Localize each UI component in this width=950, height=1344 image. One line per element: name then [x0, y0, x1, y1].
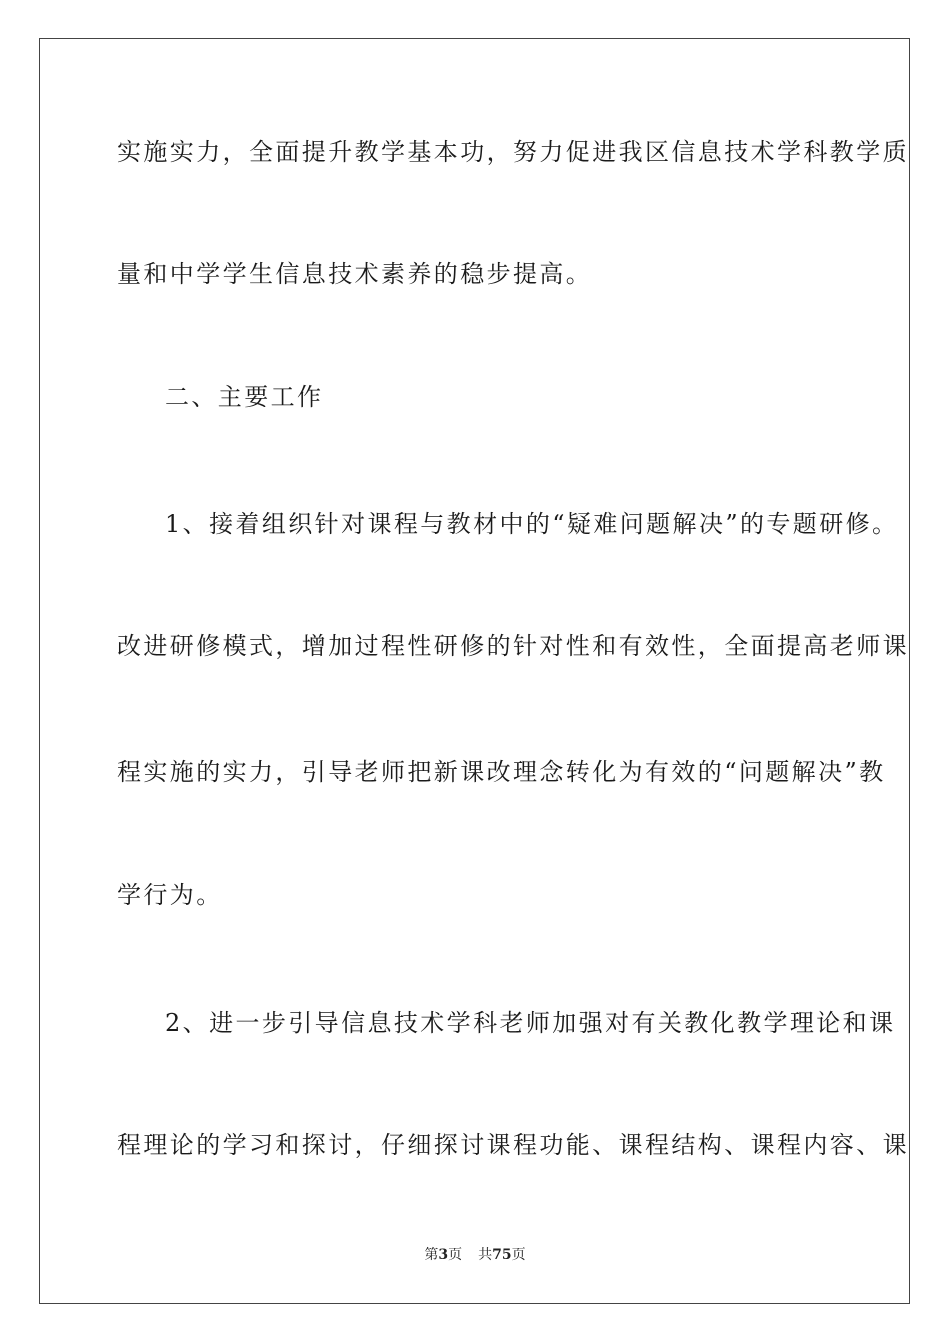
footer-total-suffix: 页: [511, 1247, 526, 1263]
paragraph-line-8: 2、进一步引导信息技术学科老师加强对有关教化教学理论和课: [165, 1009, 896, 1037]
footer-page-prefix: 第: [424, 1247, 439, 1263]
paragraph-line-1: 实施实力，全面提升教学基本功，努力促进我区信息技术学科教学质: [117, 138, 909, 166]
page-border: [39, 38, 910, 1304]
footer-page-suffix: 页: [448, 1247, 463, 1263]
footer-total-prefix: 共: [478, 1247, 493, 1263]
footer-total-pages: 75: [492, 1247, 512, 1263]
paragraph-line-2: 量和中学学生信息技术素养的稳步提高。: [117, 260, 593, 288]
footer-page-number: 3: [438, 1247, 449, 1263]
paragraph-line-5: 改进研修模式，增加过程性研修的针对性和有效性，全面提高老师课: [117, 632, 909, 660]
paragraph-line-9: 程理论的学习和探讨，仔细探讨课程功能、课程结构、课程内容、课: [117, 1131, 909, 1159]
paragraph-line-7: 学行为。: [117, 881, 223, 909]
paragraph-line-4: 1、接着组织针对课程与教材中的“疑难问题解决”的专题研修。: [165, 510, 899, 538]
page-footer: [0, 1246, 950, 1264]
paragraph-line-6: 程实施的实力，引导老师把新课改理念转化为有效的“问题解决”教: [117, 758, 886, 786]
section-heading: 二、主要工作: [165, 383, 324, 411]
